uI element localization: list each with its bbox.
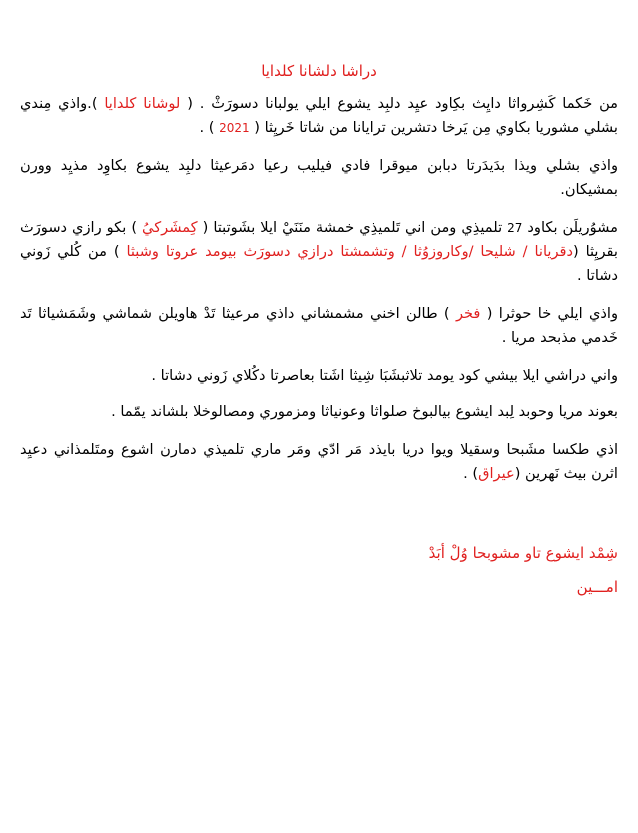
paragraph-3 <box>20 216 618 288</box>
paragraph-5-text: واني دراشي ايلا بيشي كود يومد تلاثبشَبَا شِيثا اشَتا بعاصرتا دكُلاي زَوني دشاتا . <box>151 367 618 384</box>
paragraph-4 <box>20 302 618 350</box>
term-highlight: كِمشَركيُ <box>142 219 198 236</box>
paragraph-7-text-c: ) . <box>463 465 479 482</box>
paragraph-1-text-c: ).واذي مِندي بشلي مشوريا بكاوي مِن يَرخا دتشرين ترايانا من شاتا خَريِثا ( <box>20 95 618 136</box>
paragraph-4-text-a: واذي ايلي خا حوثرا ( <box>480 305 618 322</box>
student-count: 27 <box>507 221 523 235</box>
paragraph-6-text: بعوند مريا وحوبد لِبد ايشوع بيالبوخ صلواثا وعونياثا ومزموري ومصالوخلا بلشاند يمّما . <box>111 403 618 420</box>
paragraph-6 <box>20 400 618 424</box>
paragraph-3-text-a: مشوُريلَن بكاود <box>522 219 618 236</box>
closing-blessing <box>20 536 618 604</box>
paragraph-3-text-c: تلميذِي ومن اني تَلميذِي خمشة منَنَيْ ايلا بشَوتبتا ( <box>197 219 508 236</box>
paragraph-7-text-a: اذي طكسا مشَبحا وسقيلا ويوا دريا بايذد مَر ادّي ومَر ماري تلميذي دمارن اشوع ومتَلمذاني دعيِد اثرن بيث نَهرين ( <box>20 441 618 482</box>
paragraph-1-text-a: من خَكما كَشِرواثا دايِث بكِاود عيِد دلبِد يشوع ايلي يولبانا دسورَثْ . ( <box>180 95 618 112</box>
closing-amen: امـــين <box>576 578 618 596</box>
language-name-highlight: لوشانا كلدايا <box>104 95 181 112</box>
paragraph-5 <box>20 364 618 388</box>
year-highlight: 2021 <box>219 121 250 135</box>
paragraph-4-text-c: ) طالن اخني مشمشاني داذي مرعيثا تَدْ هاويلن شماشي وشَمَشياثا تَد خَدمي مذبحد مريا . <box>20 305 618 346</box>
paragraph-3-text-e: ) بكو رازي دسورَث بقريِثا ( <box>20 219 618 260</box>
paragraph-1-text-e: ) . <box>199 119 220 136</box>
pride-highlight: فخر <box>455 305 481 322</box>
paragraph-2-text: واذي بشلي ويذا بدَيدَرتا دبابن ميوقرا فادي فيليب رعيا دمَرعيثا دلبِد يشوع بكاوِد مذيِد وورن بمشيكان. <box>20 157 618 198</box>
document-title: دراشا دلشانا كلدايا <box>261 62 377 80</box>
paragraph-7 <box>20 438 618 486</box>
paragraph-1 <box>20 92 618 140</box>
closing-line-1: شِمْد ايشوع تاو مشوبحا وُلْ أبَدْ <box>428 544 618 562</box>
paragraph-3-text-g: ) من كُلي زَوني دشاتا . <box>20 243 618 284</box>
country-highlight: عيراق <box>478 465 515 482</box>
paragraph-2 <box>20 154 618 202</box>
subjects-highlight: دقريانا / شليحا /وكاروزوُثا / وتشمشتا درازي دسورَث بيومد عروتا وشبثا <box>126 243 573 260</box>
